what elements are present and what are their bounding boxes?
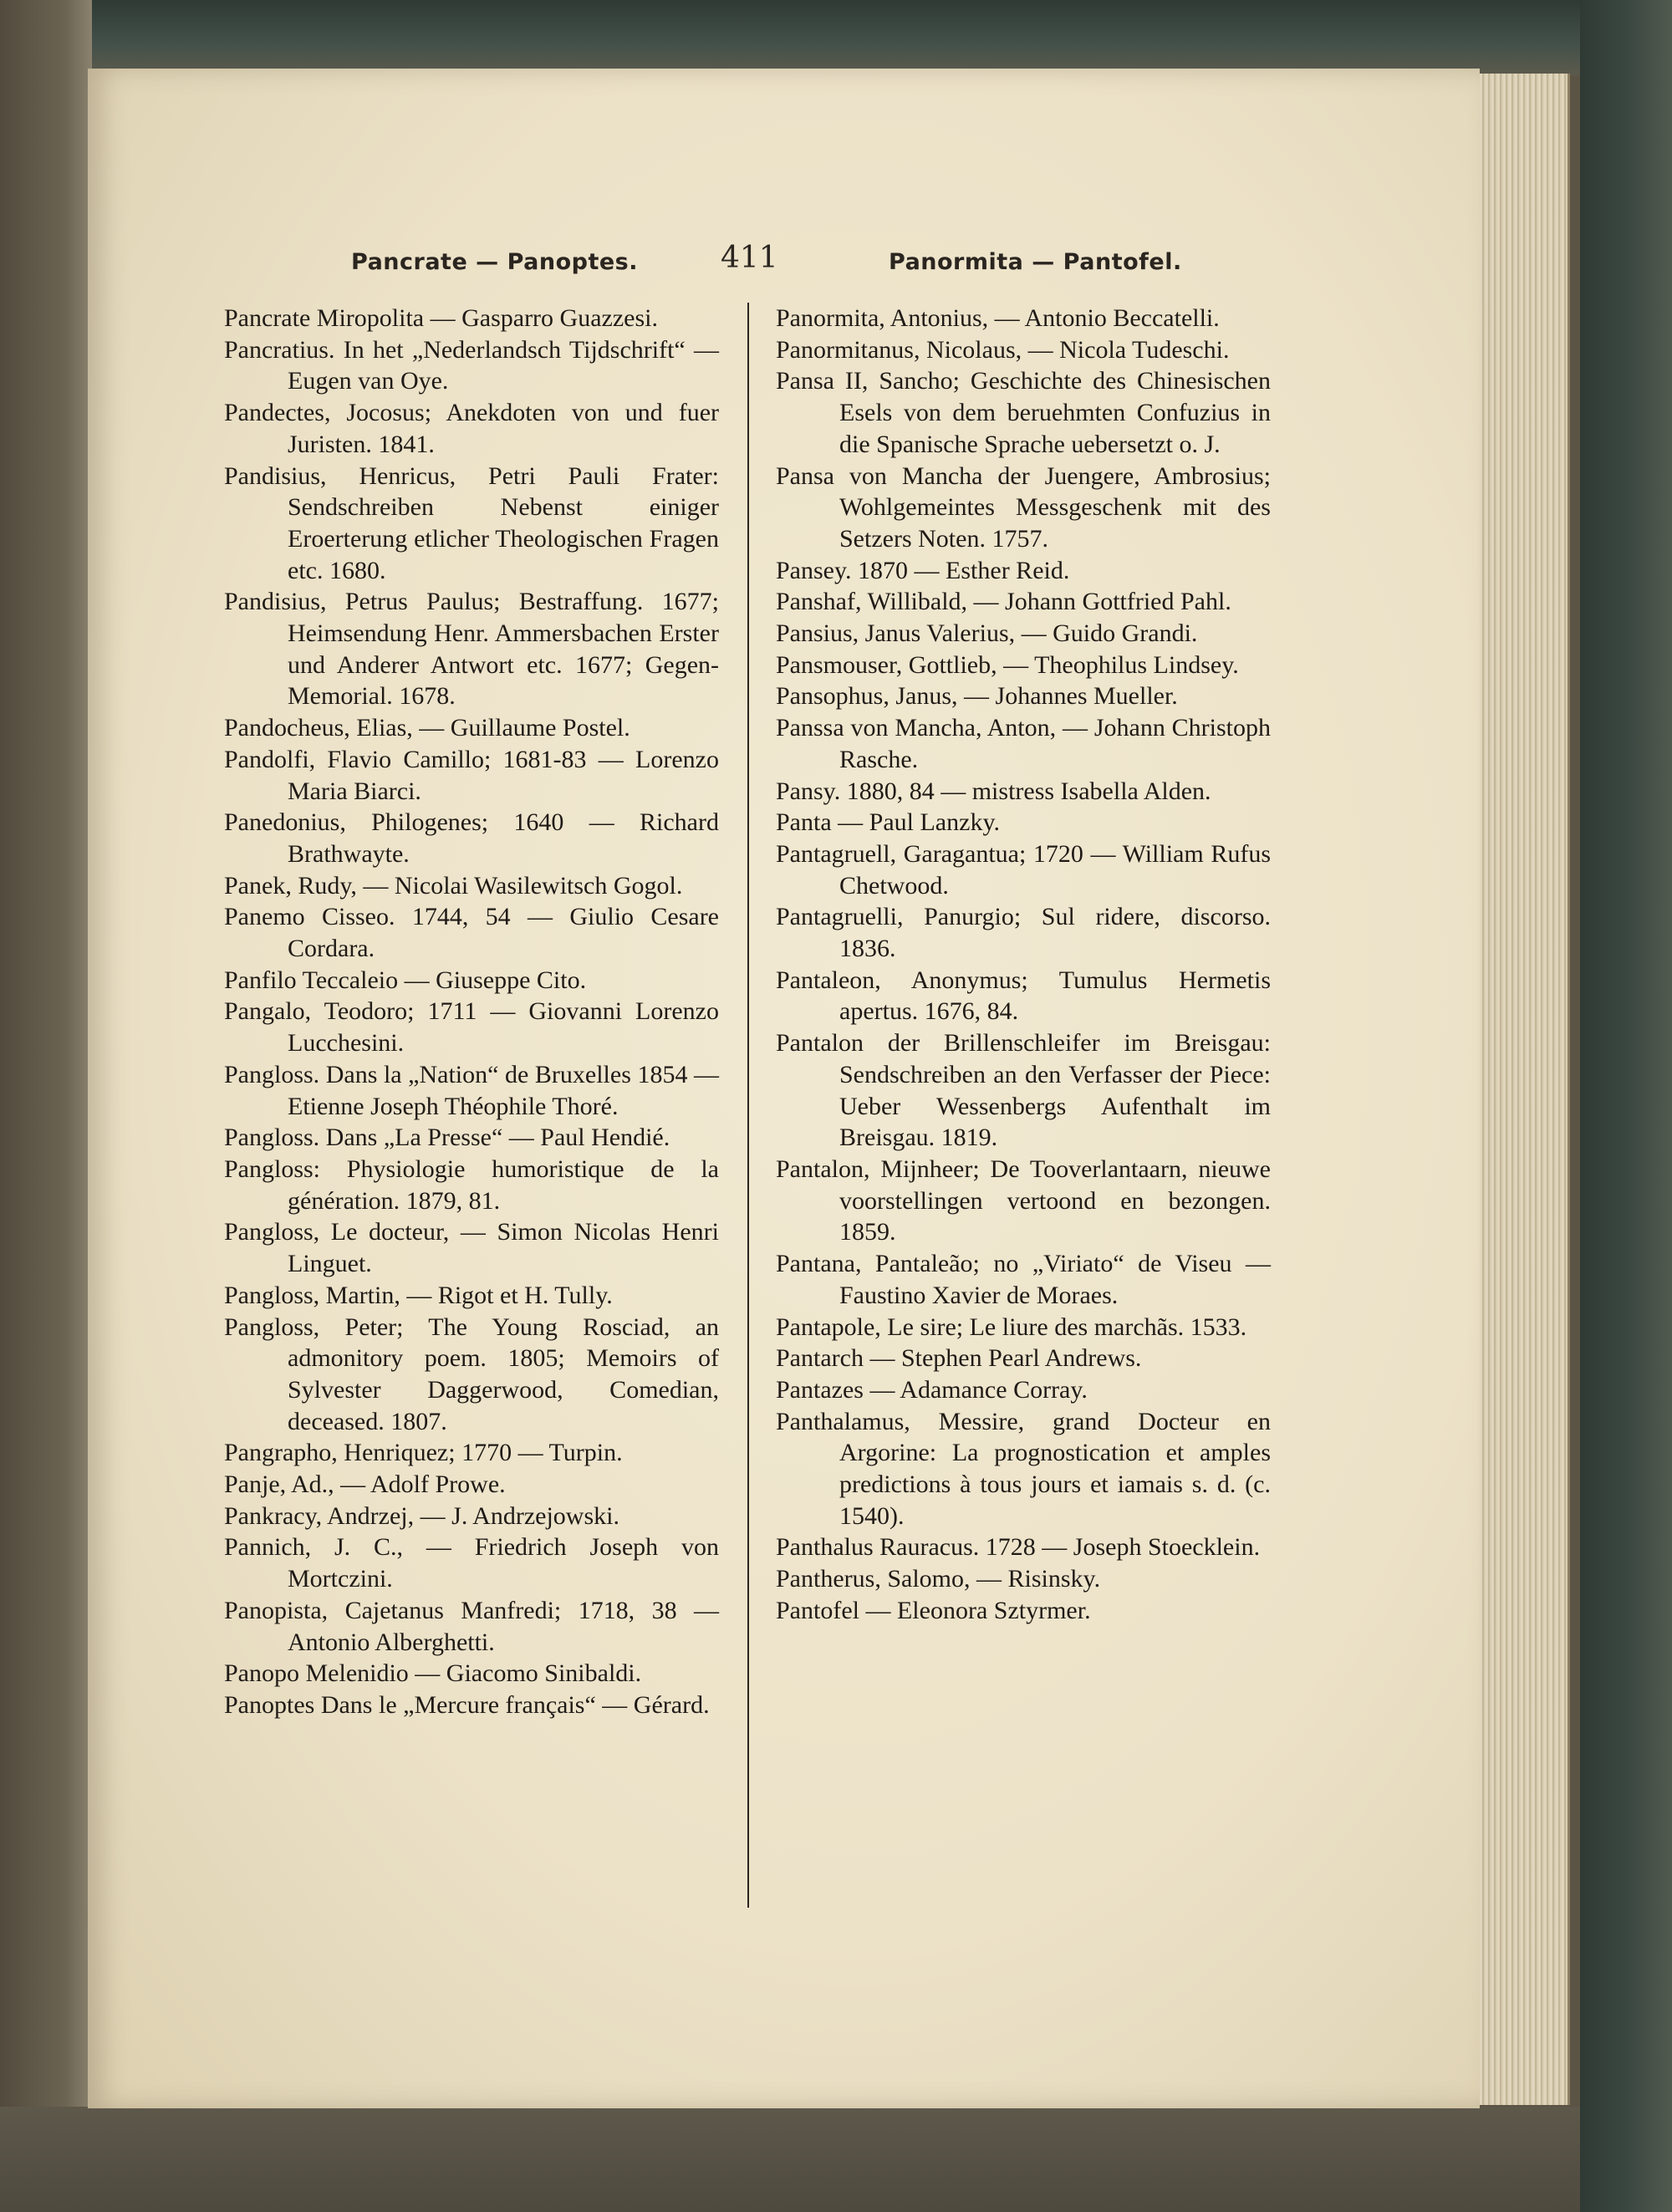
entry: Pantaleon, Anonymus; Tumulus Hermetis apertus. 1676, 84. [776,966,1271,1026]
column-divider [747,303,749,1908]
entry: Panje, Ad., — Adolf Prowe. [224,1470,506,1499]
entry: Pangloss, Peter; The Young Rosciad, an admonitory poem. 1805; Memoirs of Sylvester Daggerwood, Comedian, deceased. 1807. [224,1312,719,1435]
entry: Pantagruell, Garagantua; 1720 — William Rufus Chetwood. [776,839,1271,900]
entry: Panormitanus, Nicolaus, — Nicola Tudeschi. [776,335,1230,364]
right-column [776,303,1271,1627]
entry: Pantazes — Adamance Corray. [776,1375,1088,1404]
entry: Pannich, J. C., — Friedrich Joseph von Mortczini. [224,1533,719,1593]
entry: Pandocheus, Elias, — Guillaume Postel. [224,714,630,742]
entry: Panoptes Dans le „Mercure français“ — Gérard. [224,1690,710,1719]
binding-bottom [0,2107,1672,2212]
entry: Pandisius, Petrus Paulus; Bestraffung. 1677; Heimsendung Henr. Ammersbachen Erster und Anderer Antwort etc. 1677; Gegen-Memorial. 1678. [224,588,719,711]
entry: Pangloss. Dans la „Nation“ de Bruxelles 1854 — Etienne Joseph Théophile Thoré. [224,1060,719,1120]
entry: Pansophus, Janus, — Johannes Mueller. [776,682,1178,711]
entry: Panemo Cisseo. 1744, 54 — Giulio Cesare Cordara. [224,903,719,963]
entry: Panta — Paul Lanzky. [776,808,1000,837]
entry: Pandolfi, Flavio Camillo; 1681-83 — Lorenzo Maria Biarci. [224,745,719,805]
entry: Pankracy, Andrzej, — J. Andrzejowski. [224,1501,619,1530]
entry: Pangloss, Le docteur, — Simon Nicolas Henri Linguet. [224,1218,719,1278]
entry: Pansmouser, Gottlieb, — Theophilus Lindsey. [776,650,1239,679]
entry: Pantapole, Le sire; Le liure des marchãs. 1533. [776,1312,1247,1341]
entry: Pantana, Pantaleão; no „Viriato“ de Viseu — Faustino Xavier de Moraes. [776,1250,1271,1309]
entry: Pangloss, Martin, — Rigot et H. Tully. [224,1281,613,1309]
entry: Pansy. 1880, 84 — mistress Isabella Alden. [776,777,1211,805]
page-edges [1467,74,1570,2105]
entry: Panopista, Cajetanus Manfredi; 1718, 38 — Antonio Alberghetti. [224,1596,719,1656]
entry: Panormita, Antonius, — Antonio Beccatelli. [776,304,1220,332]
entry: Pangloss: Physiologie humoristique de la génération. 1879, 81. [224,1154,719,1215]
entry: Pancrate Miropolita — Gasparro Guazzesi. [224,304,658,332]
entry: Panthalamus, Messire, grand Docteur en Argorine: La prognostication et amples predictions à tous jours et iamais s. d. (c. 1540). [776,1407,1271,1530]
entry: Pancratius. In het „Nederlandsch Tijdschrift“ — Eugen van Oye. [224,335,719,395]
entry: Pansa II, Sancho; Geschichte des Chinesischen Esels von dem beruehmten Confuzius in die Spanische Sprache uebersetzt o. J. [776,367,1271,458]
entry: Panssa von Mancha, Anton, — Johann Christoph Rasche. [776,714,1271,773]
entry: Panek, Rudy, — Nicolai Wasilewitsch Gogol. [224,871,683,900]
binding-top [0,0,1672,75]
entry: Panopo Melenidio — Giacomo Sinibaldi. [224,1659,642,1688]
entry: Panfilo Teccaleio — Giuseppe Cito. [224,966,587,994]
entry: Panshaf, Willibald, — Johann Gottfried Pahl. [776,588,1231,616]
page-number: 411 [721,241,778,275]
left-column [224,303,719,1721]
header-right-guide-words: Panormita — Pantofel. [889,249,1182,275]
binding-left [0,0,92,2212]
entry: Pangrapho, Henriquez; 1770 — Turpin. [224,1439,623,1467]
entry: Pantherus, Salomo, — Risinsky. [776,1565,1101,1593]
entry: Pandectes, Jocosus; Anekdoten von und fuer Juristen. 1841. [224,399,719,458]
entry: Pantalon der Brillenschleifer im Breisgau: Sendschreiben an den Verfasser der Piece: Ueber Wessenbergs Aufenthalt im Breisgau. 1819. [776,1029,1271,1152]
entry: Pantagruelli, Panurgio; Sul ridere, discorso. 1836. [776,903,1271,963]
entry: Pansius, Janus Valerius, — Guido Grandi. [776,619,1198,648]
entry: Panthalus Rauracus. 1728 — Joseph Stoecklein. [776,1533,1261,1562]
entry: Pantarch — Stephen Pearl Andrews. [776,1344,1142,1373]
entry: Pansa von Mancha der Juengere, Ambrosius; Wohlgemeintes Messgeschenk mit des Setzers Noten. 1757. [776,461,1271,553]
running-header [0,241,1672,283]
entry: Pangalo, Teodoro; 1711 — Giovanni Lorenzo Lucchesini. [224,997,719,1058]
entry: Pantalon, Mijnheer; De Tooverlantaarn, nieuwe voorstellingen vertoond en bezongen. 1859. [776,1154,1271,1246]
header-left-guide-words: Pancrate — Panoptes. [351,249,638,275]
binding-right [1580,0,1672,2212]
entry: Pantofel — Eleonora Sztyrmer. [776,1596,1091,1624]
entry: Pandisius, Henricus, Petri Pauli Frater: Sendschreiben Nebenst einiger Eroerterung etlicher Theologischen Fragen etc. 1680. [224,461,719,584]
entry: Pangloss. Dans „La Presse“ — Paul Hendié. [224,1124,670,1152]
entry: Panedonius, Philogenes; 1640 — Richard Brathwayte. [224,808,719,868]
entry: Pansey. 1870 — Esther Reid. [776,556,1070,584]
